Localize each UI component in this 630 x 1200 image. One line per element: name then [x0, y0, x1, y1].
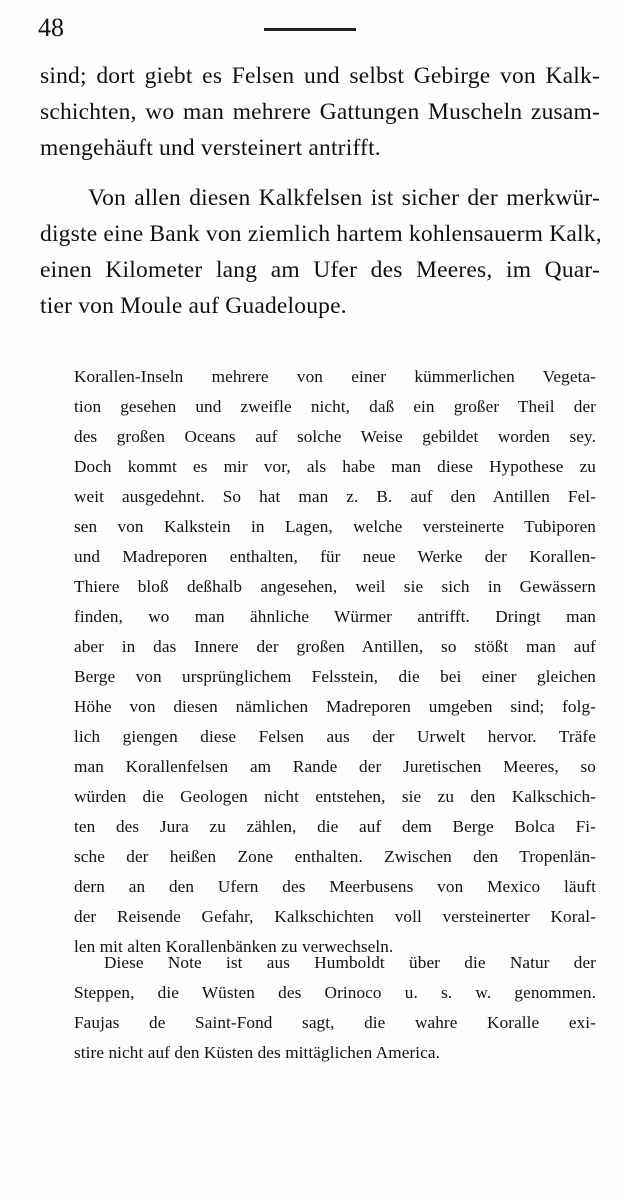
- footnote-line: sche der heißen Zone enthalten. Zwischen den Tropenlän-: [74, 847, 596, 866]
- footnote-line: des großen Oceans auf solche Weise gebildet worden sey.: [74, 427, 596, 446]
- text-line: mengehäuft und versteinert antrifft.: [40, 135, 381, 161]
- footnote-line: man Korallenfelsen am Rande der Juretischen Meeres, so: [74, 757, 596, 776]
- text-line: tier von Moule auf Guadeloupe.: [40, 293, 347, 319]
- footnote-line: der Reisende Gefahr, Kalkschichten voll versteinerter Koral-: [74, 907, 596, 926]
- footnote-line: Korallen-Inseln mehrere von einer kümmerlichen Vegeta-: [74, 367, 596, 386]
- footnote-paragraph-2: [74, 948, 596, 1068]
- text-line: einen Kilometer lang am Ufer des Meeres, im Quar-: [40, 257, 600, 283]
- footnote-line: len mit alten Korallenbänken zu verwechseln.: [74, 937, 394, 956]
- footnote-line: lich giengen diese Felsen aus der Urwelt hervor. Träfe: [74, 727, 596, 746]
- footnote-line: Berge von ursprünglichem Felsstein, die bei einer gleichen: [74, 667, 596, 686]
- footnote-line: und Madreporen enthalten, für neue Werke der Korallen-: [74, 547, 596, 566]
- main-paragraph-2: [40, 180, 600, 324]
- text-line: digste eine Bank von ziemlich hartem kohlensauerm Kalk,: [40, 221, 602, 247]
- footnote-line: Faujas de Saint-Fond sagt, die wahre Koralle exi-: [74, 1013, 596, 1032]
- text-line: Von allen diesen Kalkfelsen ist sicher der merkwür-: [88, 185, 600, 211]
- page-number: 48: [38, 13, 64, 42]
- footnote-line: Thiere bloß deßhalb angesehen, weil sie sich in Gewässern: [74, 577, 596, 596]
- main-paragraph-1: [40, 58, 600, 166]
- text-line: schichten, wo man mehrere Gattungen Muscheln zusam-: [40, 99, 600, 125]
- header-rule: [264, 28, 356, 31]
- footnote-line: tion gesehen und zweifle nicht, daß ein großer Theil der: [74, 397, 596, 416]
- footnote-line: Steppen, die Wüsten des Orinoco u. s. w. genommen.: [74, 983, 596, 1002]
- footnote-line: sen von Kalkstein in Lagen, welche versteinerte Tubiporen: [74, 517, 596, 536]
- footnote-line: finden, wo man ähnliche Würmer antrifft. Dringt man: [74, 607, 596, 626]
- footnote-line: Doch kommt es mir vor, als habe man diese Hypothese zu: [74, 457, 596, 476]
- footnote-line: Diese Note ist aus Humboldt über die Natur der: [104, 953, 596, 972]
- text-line: sind; dort giebt es Felsen und selbst Gebirge von Kalk-: [40, 63, 600, 89]
- footnote-line: stire nicht auf den Küsten des mittäglichen America.: [74, 1043, 441, 1062]
- footnote-line: würden die Geologen nicht entstehen, sie zu den Kalkschich-: [74, 787, 596, 806]
- footnote-line: dern an den Ufern des Meerbusens von Mexico läuft: [74, 877, 596, 896]
- footnote-line: Höhe von diesen nämlichen Madreporen umgeben sind; folg-: [74, 697, 596, 716]
- footnote-paragraph-1: [74, 362, 596, 962]
- footnote-line: aber in das Innere der großen Antillen, so stößt man auf: [74, 637, 596, 656]
- footnote-line: ten des Jura zu zählen, die auf dem Berge Bolca Fi-: [74, 817, 596, 836]
- footnote-line: weit ausgedehnt. So hat man z. B. auf den Antillen Fel-: [74, 487, 596, 506]
